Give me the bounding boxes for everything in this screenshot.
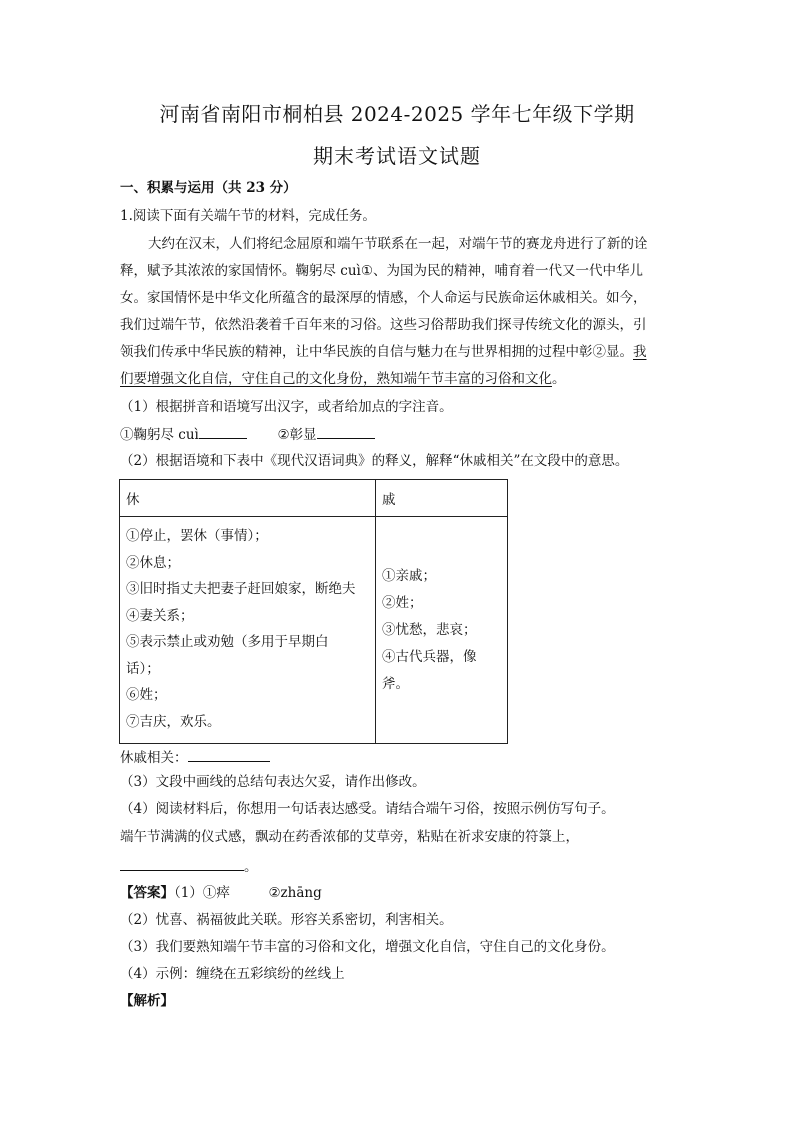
answer-line-3: （3）我们要熟知端午节丰富的习俗和文化，增强文化自信，守住自己的文化身份。 [120, 939, 615, 955]
analysis-label: 【解析】 [120, 993, 174, 1009]
underlined-summary-start: 我 [633, 344, 647, 360]
subquestion-1: （1）根据拼音和语境写出汉字，或者给加点的字注音。 [120, 399, 453, 415]
passage-line-1: 大约在汉末，人们将纪念屈原和端午节联系在一起，对端午节的赛龙舟进行了新的诠 [148, 236, 648, 252]
subquestion-4-example: 端午节满满的仪式感，飘动在药香浓郁的艾草旁，粘贴在祈求安康的符箓上， [120, 829, 579, 845]
imitation-period: 。 [244, 859, 258, 875]
xiu-def-7: ⑥姓； [126, 687, 167, 703]
passage-line-5-text: 领我们传承中华民族的精神，让中华民族的自信与魅力在与世界相拥的过程中彰②显。 [120, 344, 633, 360]
answer-line-2: （2）忧喜、祸福彼此关联。形容关系密切，利害相关。 [120, 912, 453, 928]
qi-def-1: ①亲戚； [382, 567, 436, 584]
question-prompt: 1.阅读下面有关端午节的材料，完成任务。 [120, 208, 376, 224]
passage-line-3: 女。家国情怀是中华文化所蕴含的最深厚的情感，个人命运与民族命运休戚相关。如今， [120, 290, 647, 306]
imitation-answer-blank[interactable] [120, 856, 244, 871]
answer-1b: ②zhāng [268, 885, 322, 901]
dictionary-table [119, 479, 508, 744]
subquestion-4-answer-line [120, 856, 258, 876]
item-a-label: ①鞠躬尽 cuì [120, 427, 199, 443]
answer-blank-b[interactable] [317, 424, 375, 439]
item-b-label: ②彰显 [277, 427, 317, 443]
xiu-def-6: 话）； [126, 660, 160, 677]
xiu-def-4: ④妻关系； [126, 607, 194, 624]
subquestion-1-items [120, 424, 375, 444]
xiu-def-8: ⑦吉庆，欢乐。 [126, 713, 221, 730]
xiu-def-5: ⑤表示禁止或劝勉（多用于早期白 [126, 634, 329, 650]
table-body-row [120, 517, 508, 744]
subquestion-2: （2）根据语境和下表中《现代汉语词典》的释义，解释“休戚相关”在文段中的意思。 [120, 453, 629, 469]
answer-1a: （1）①瘁 [174, 885, 230, 901]
answer-label: 【答案】 [120, 885, 174, 901]
passage-period: 。 [552, 371, 566, 387]
passage-line-6 [120, 370, 566, 388]
passage-line-4: 我们过端午节，依然沿袭着千百年来的习俗。这些习俗帮助我们探寻传统文化的源头，引 [120, 317, 647, 333]
passage-line-2: 释，赋予其浓浓的家国情怀。鞠躬尽 cuì①、为国为民的精神，哺育着一代又一代中华儿 [120, 263, 643, 279]
qi-def-2: ②姓； [382, 594, 423, 611]
subquestion-3: （3）文段中画线的总结句表达欠妥，请作出修改。 [120, 774, 426, 790]
table-header-qi: 戚 [376, 480, 508, 517]
qi-definitions [376, 517, 508, 744]
underlined-summary-sentence: 们要增强文化自信，守住自己的文化身份，熟知端午节丰富的习俗和文化 [120, 371, 552, 387]
xiuqi-label: 休戚相关： [120, 750, 188, 766]
xiuqi-answer-blank[interactable] [188, 747, 270, 762]
xiu-def-1: ①停止，罢休（事情）； [126, 528, 268, 544]
table-header-xiu: 休 [120, 480, 376, 517]
qi-def-5: 斧。 [382, 675, 409, 692]
answer-line-1 [120, 884, 322, 902]
xiu-def-3: ③旧时指丈夫把妻子赶回娘家，断绝夫 [126, 581, 356, 597]
subquestion-4: （4）阅读材料后，你想用一句话表达感受。请结合端午习俗，按照示例仿写句子。 [120, 801, 615, 817]
qi-def-3: ③忧愁，悲哀； [382, 621, 477, 638]
xiu-definitions [120, 517, 376, 744]
answer-line-4: （4）示例：缠绕在五彩缤纷的丝线上 [120, 966, 345, 982]
exam-subtitle: 期末考试语文试题 [313, 144, 481, 168]
xiu-def-2: ②休息； [126, 554, 180, 571]
table-header-row [120, 480, 508, 517]
section-heading: 一、积累与运用（共 23 分） [120, 180, 297, 196]
xiuqi-answer-line [120, 747, 270, 767]
answer-blank-a[interactable] [199, 424, 247, 439]
passage-line-5 [120, 343, 647, 361]
qi-def-4: ④古代兵器，像 [382, 648, 477, 665]
exam-title: 河南省南阳市桐柏县 2024-2025 学年七年级下学期 [159, 102, 635, 126]
